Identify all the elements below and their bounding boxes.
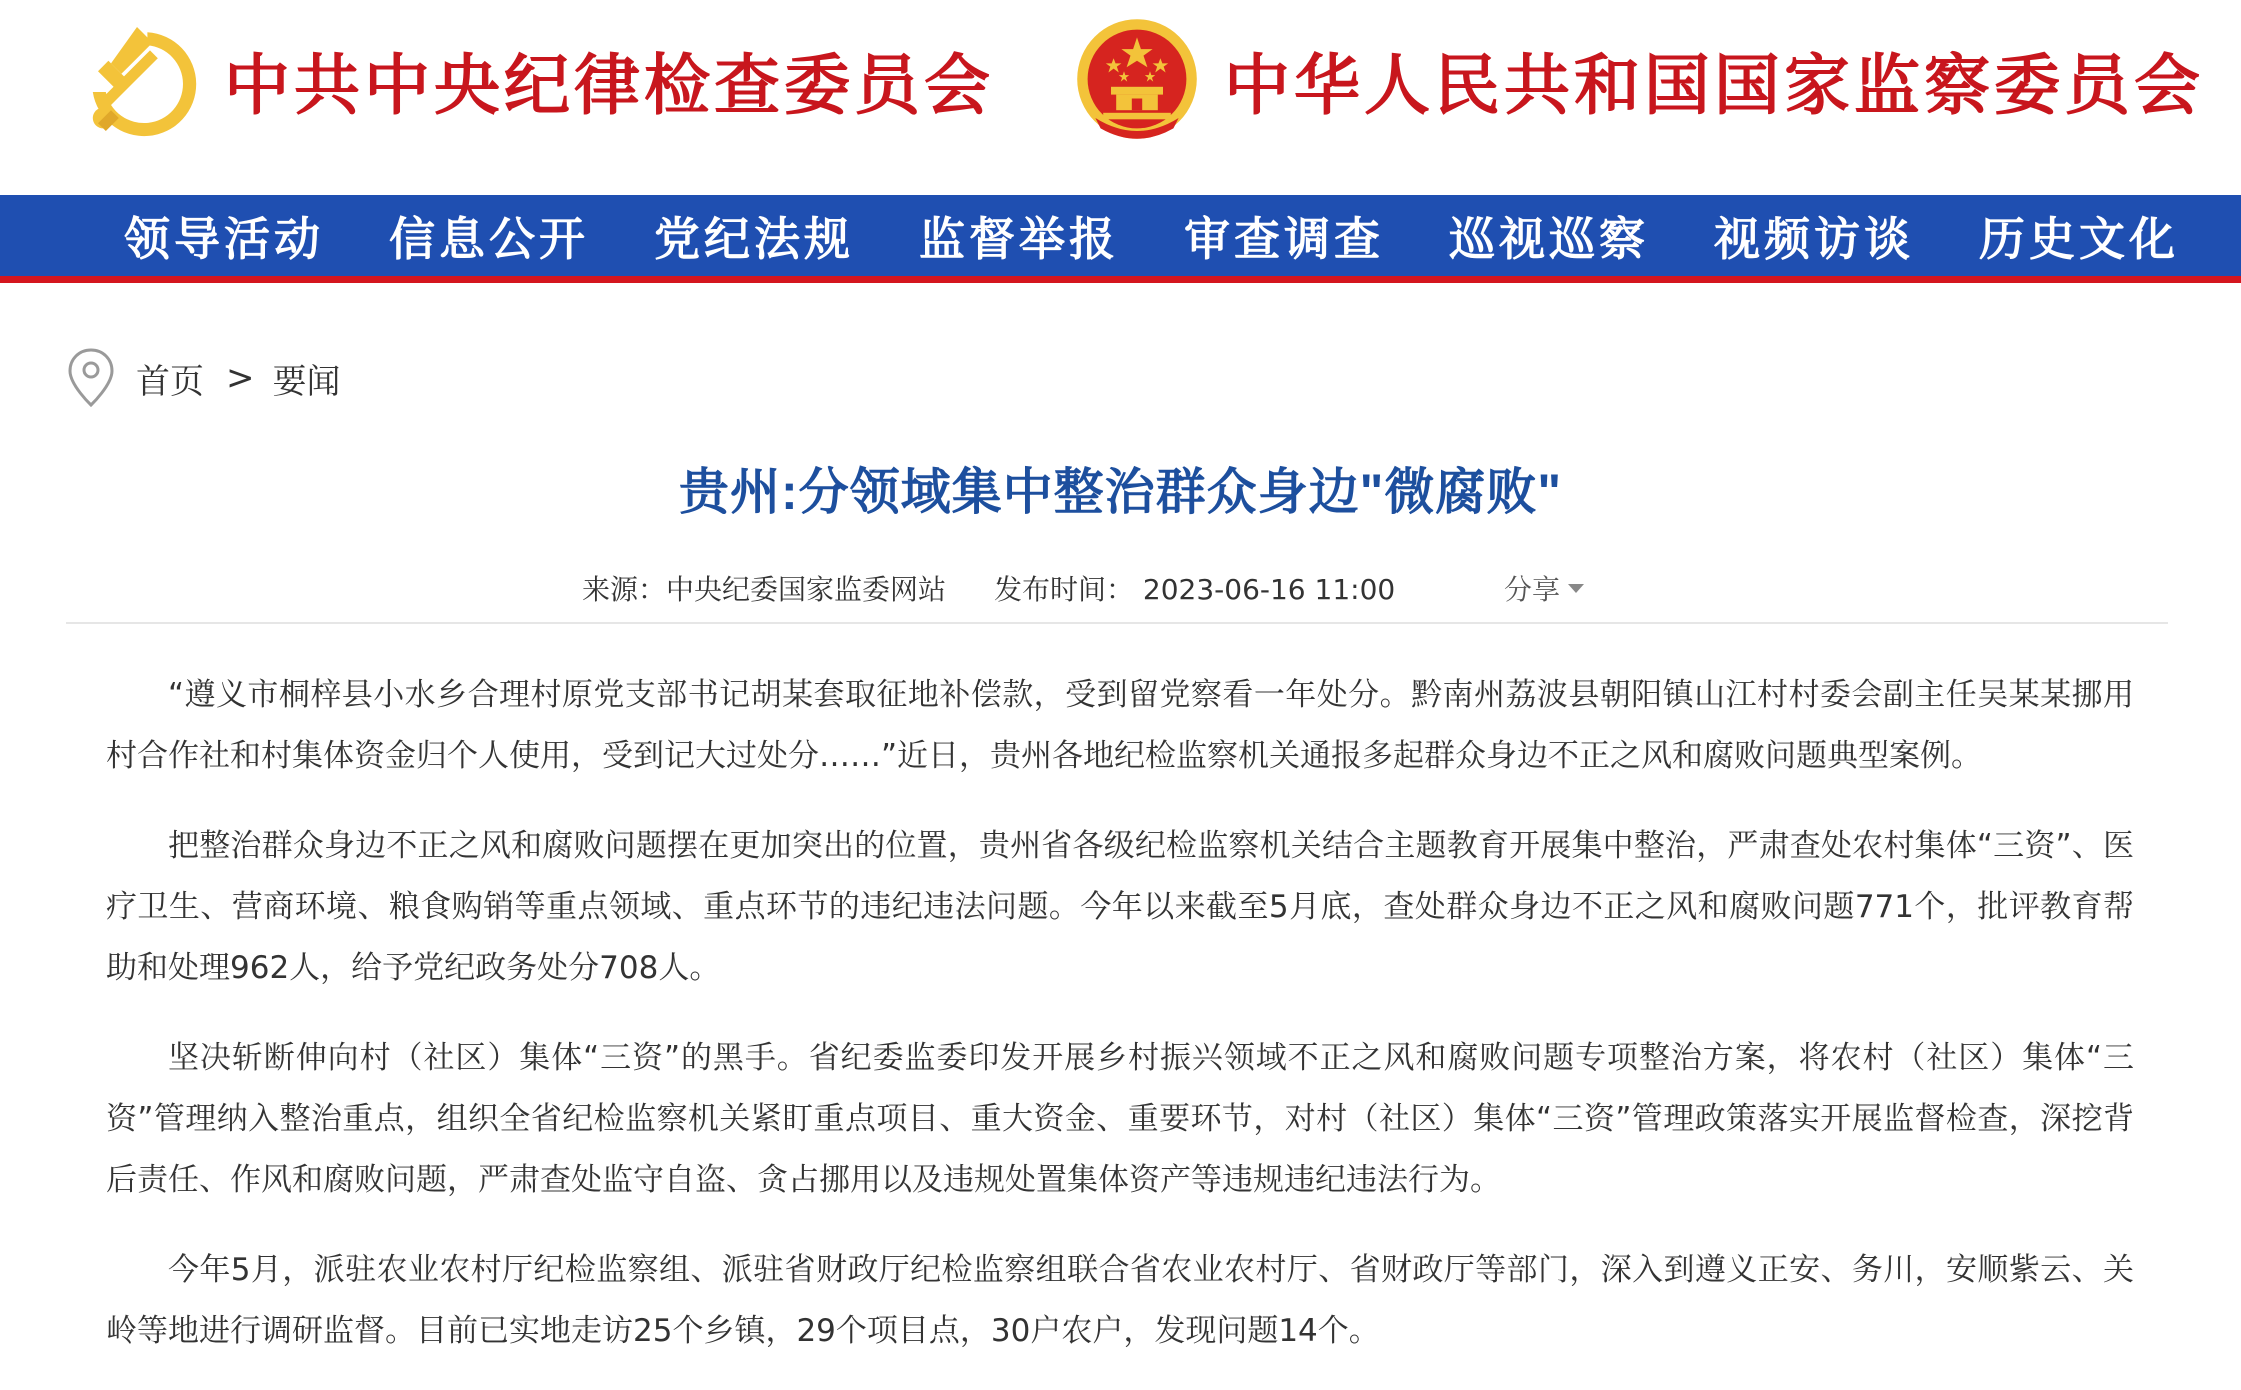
nav-item-regulations[interactable]: 党纪法规	[654, 211, 854, 266]
breadcrumb	[66, 346, 341, 410]
nav-item-history[interactable]: 历史文化	[1979, 211, 2179, 266]
nav-item-leadership[interactable]: 领导活动	[124, 211, 324, 266]
article-publish-time: 发布时间： 2023-06-16 11:00	[994, 573, 1396, 606]
nsc-name: 中华人民共和国国家监察委员会	[1224, 45, 2204, 124]
main-nav	[0, 195, 2241, 283]
location-pin-icon	[66, 347, 116, 409]
breadcrumb-separator: >	[226, 358, 255, 398]
nav-list	[124, 195, 2179, 276]
article-paragraph: 坚决斩断伸向村（社区）集体“三资”的黑手。省纪委监委印发开展乡村振兴领域不正之风和腐败问题专项整治方案，将农村（社区）集体“三资”管理纳入整治重点，组织全省纪检监察机关紧盯重点项目、重大资金、重要环节，对村（社区）集体“三资”管理政策落实开展监督检查，深挖背后责任、作风和腐败问题，严肃查处监守自盗、贪占挪用以及违规处置集体资产等违规违纪违法行为。	[106, 1040, 2134, 1198]
ccdi-name: 中共中央纪律检查委员会	[224, 45, 994, 124]
nav-item-inspection[interactable]: 巡视巡察	[1449, 211, 1649, 266]
nav-item-video[interactable]: 视频访谈	[1714, 211, 1914, 266]
caret-down-icon	[1566, 582, 1586, 594]
article-source: 来源：中央纪委国家监委网站	[582, 573, 947, 606]
article-paragraph: 今年5月，派驻农业农村厅纪检监察组、派驻省财政厅纪检监察组联合省农业农村厅、省财政厅等部门，深入到遵义正安、务川，安顺紫云、关岭等地进行调研监督。目前已实地走访25个乡镇，29个项目点，30户农户，发现问题14个。	[106, 1252, 2134, 1349]
article-title: 贵州:分领域集中整治群众身边"微腐败"	[678, 464, 1563, 520]
meta-divider	[66, 622, 2168, 624]
share-label: 分享	[1504, 573, 1561, 606]
article-meta	[0, 568, 2241, 608]
nav-item-investigation[interactable]: 审查调查	[1184, 211, 1384, 266]
nav-item-disclosure[interactable]: 信息公开	[389, 211, 589, 266]
article-body	[106, 665, 2134, 1390]
ccdi-logo-link[interactable]	[72, 14, 994, 144]
national-emblem-icon	[1072, 14, 1202, 144]
site-header	[0, 0, 2241, 195]
article-paragraph: “遵义市桐梓县小水乡合理村原党支部书记胡某套取征地补偿款，受到留党察看一年处分。黔南州荔波县朝阳镇山江村村委会副主任吴某某挪用村合作社和村集体资金归个人使用，受到记大过处分……”近日，贵州各地纪检监察机关通报多起群众身边不正之风和腐败问题典型案例。	[106, 677, 2134, 774]
nsc-logo-link[interactable]	[1072, 14, 2204, 144]
breadcrumb-current[interactable]: 要闻	[272, 361, 341, 402]
article-paragraph: 把整治群众身边不正之风和腐败问题摆在更加突出的位置，贵州省各级纪检监察机关结合主题教育开展集中整治，严肃查处农村集体“三资”、医疗卫生、营商环境、粮食购销等重点领域、重点环节的违纪违法问题。今年以来截至5月底，查处群众身边不正之风和腐败问题771个，批评教育帮助和处理962人，给予党纪政务处分708人。	[106, 828, 2134, 986]
nav-item-report[interactable]: 监督举报	[919, 211, 1119, 266]
share-button[interactable]	[1504, 568, 1586, 608]
breadcrumb-home[interactable]: 首页	[136, 361, 204, 402]
party-emblem-icon	[72, 14, 202, 144]
